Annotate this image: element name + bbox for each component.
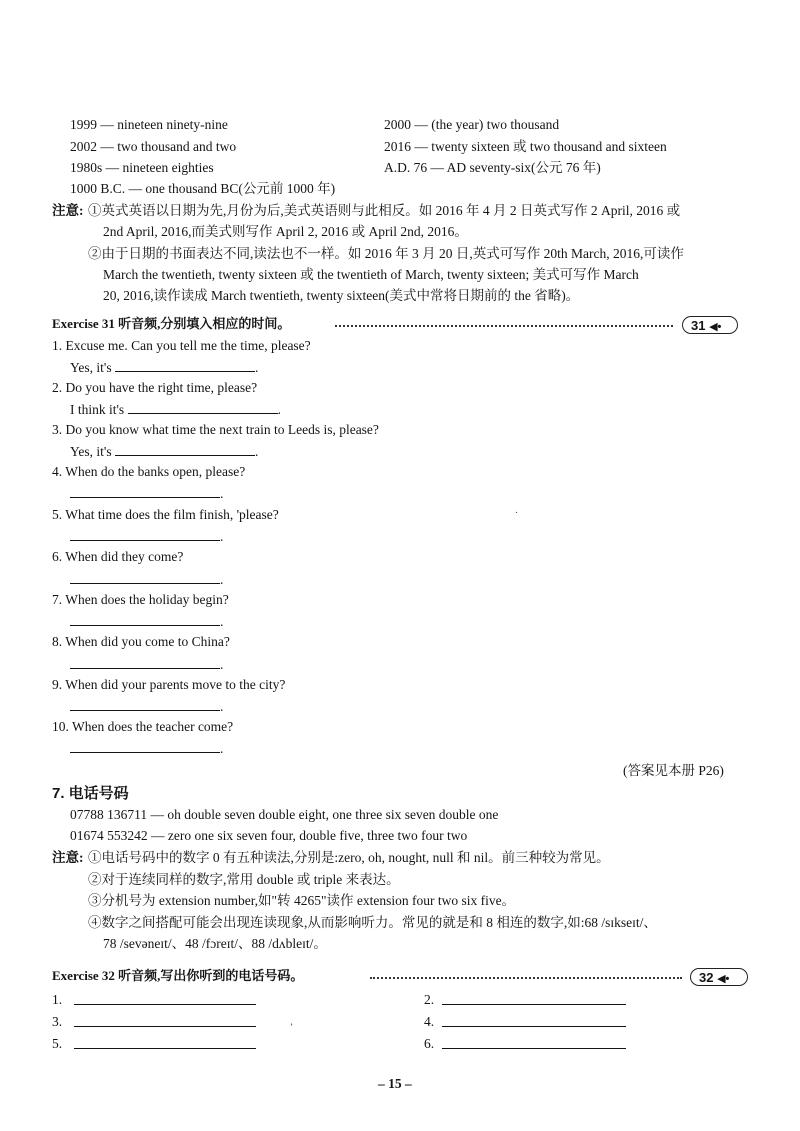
answer-number: 2. xyxy=(424,992,435,1007)
note-line: ①电话号码中的数字 0 有五种读法,分别是:zero, oh, nought, null 和 nil。前三种较为常见。 xyxy=(88,850,610,865)
note-line: ③分机号为 extension number,如"转 4265"读作 extension four two six five。 xyxy=(88,893,516,908)
question: 8. When did you come to China? xyxy=(52,634,230,649)
answer-blank[interactable] xyxy=(70,570,220,584)
answer-prefix: Yes, it's xyxy=(70,360,112,375)
audio-badge-31[interactable] xyxy=(682,316,738,334)
audio-badge-32[interactable] xyxy=(690,968,748,986)
note-line: 2nd April, 2016,而美式则写作 April 2, 2016 或 April 2nd, 2016。 xyxy=(103,224,468,239)
date-example: 2000 — (the year) two thousand xyxy=(384,117,560,132)
answer-blank[interactable] xyxy=(70,484,220,498)
answer-blank[interactable] xyxy=(115,358,255,372)
answer-blank[interactable] xyxy=(74,1004,256,1005)
answer-number: 5. xyxy=(52,1036,63,1051)
question: 10. When does the teacher come? xyxy=(52,719,234,734)
note-line: March the twentieth, twenty sixteen 或 the twentieth of March, twenty sixteen; 美式可写作 March xyxy=(103,267,639,282)
answer-blank[interactable] xyxy=(74,1026,256,1027)
track-number: 32 xyxy=(699,970,714,985)
question: 1. Excuse me. Can you tell me the time, please? xyxy=(52,338,311,353)
note-line: ②对于连续同样的数字,常用 double 或 triple 来表达。 xyxy=(88,872,400,887)
answer-prefix: I think it's xyxy=(70,402,125,417)
question: 9. When did your parents move to the city? xyxy=(52,677,286,692)
date-example: 1980s — nineteen eighties xyxy=(70,160,214,175)
question: 5. What time does the film finish, 'please? xyxy=(52,507,279,522)
answer-blank[interactable] xyxy=(70,739,220,753)
answer-blank[interactable] xyxy=(442,1004,626,1005)
note-line: ④数字之间搭配可能会出现连读现象,从而影响听力。常见的就是和 8 相连的数字,如:68 /sɪkseɪt/、 xyxy=(88,915,657,930)
track-number: 31 xyxy=(691,318,706,333)
answer-line: . xyxy=(70,739,223,758)
answer-line: . xyxy=(70,655,223,674)
answer-reference: (答案见本册 P26) xyxy=(623,763,724,778)
note-line: ①英式英语以日期为先,月份为后,美式英语则与此相反。如 2016 年 4 月 2 日英式写作 2 April, 2016 或 xyxy=(88,203,681,218)
leader-dots xyxy=(370,977,682,979)
question: 4. When do the banks open, please? xyxy=(52,464,246,479)
answer-line: Yes, it's . xyxy=(70,360,259,375)
phone-example: 01674 553242 — zero one six seven four, double five, three two four two xyxy=(70,828,468,843)
answer-line: . xyxy=(70,612,223,631)
phone-example: 07788 136711 — oh double seven double eight, one three six seven double one xyxy=(70,807,499,822)
note-line: 78 /sevəneɪt/、48 /fɔreɪt/、88 /dʌbleɪt/。 xyxy=(103,936,327,951)
answer-line: I think it's . xyxy=(70,402,281,417)
exercise-32-title: Exercise 32 听音频,写出你听到的电话号码。 xyxy=(52,968,304,983)
date-example: 1000 B.C. — one thousand BC(公元前 1000 年) xyxy=(70,181,336,196)
answer-line: . xyxy=(70,570,223,589)
answer-blank[interactable] xyxy=(70,527,220,541)
speaker-icon: ◀• xyxy=(717,973,730,985)
answer-number: 4. xyxy=(424,1014,435,1029)
answer-blank[interactable] xyxy=(74,1048,256,1049)
section-title: 7. 电话号码 xyxy=(52,785,129,802)
question: 2. Do you have the right time, please? xyxy=(52,380,258,395)
question: 7. When does the holiday begin? xyxy=(52,592,229,607)
speaker-icon: ◀• xyxy=(709,321,722,333)
scan-speck: ’ xyxy=(290,1022,293,1032)
note-label: 注意: xyxy=(52,203,84,218)
page-number: – 15 – xyxy=(378,1076,412,1091)
answer-blank[interactable] xyxy=(128,400,278,414)
date-example: 2002 — two thousand and two xyxy=(70,139,237,154)
answer-line: . xyxy=(70,527,223,546)
leader-dots xyxy=(335,325,673,327)
date-example: 2016 — twenty sixteen 或 two thousand and sixteen xyxy=(384,139,667,154)
date-example: A.D. 76 — AD seventy-six(公元 76 年) xyxy=(384,160,601,175)
note-line: 20, 2016,读作读成 March twentieth, twenty sixteen(美式中常将日期前的 the 省略)。 xyxy=(103,288,580,303)
answer-number: 1. xyxy=(52,992,63,1007)
answer-blank[interactable] xyxy=(115,442,255,456)
answer-line: . xyxy=(70,484,223,503)
note-line: ②由于日期的书面表达不同,读法也不一样。如 2016 年 3 月 20 日,英式可写作 20th March, 2016,可读作 xyxy=(88,246,684,261)
answer-blank[interactable] xyxy=(442,1048,626,1049)
answer-blank[interactable] xyxy=(442,1026,626,1027)
exercise-31-title: Exercise 31 听音频,分别填入相应的时间。 xyxy=(52,316,291,331)
note-label: 注意: xyxy=(52,850,84,865)
answer-number: 6. xyxy=(424,1036,435,1051)
answer-blank[interactable] xyxy=(70,697,220,711)
scan-speck: ․ xyxy=(515,505,519,515)
answer-blank[interactable] xyxy=(70,655,220,669)
answer-blank[interactable] xyxy=(70,612,220,626)
answer-line: . xyxy=(70,697,223,716)
answer-number: 3. xyxy=(52,1014,63,1029)
question: 3. Do you know what time the next train to Leeds is, please? xyxy=(52,422,379,437)
answer-prefix: Yes, it's xyxy=(70,444,112,459)
question: 6. When did they come? xyxy=(52,549,184,564)
answer-line: Yes, it's . xyxy=(70,444,259,459)
date-example: 1999 — nineteen ninety-nine xyxy=(70,117,228,132)
